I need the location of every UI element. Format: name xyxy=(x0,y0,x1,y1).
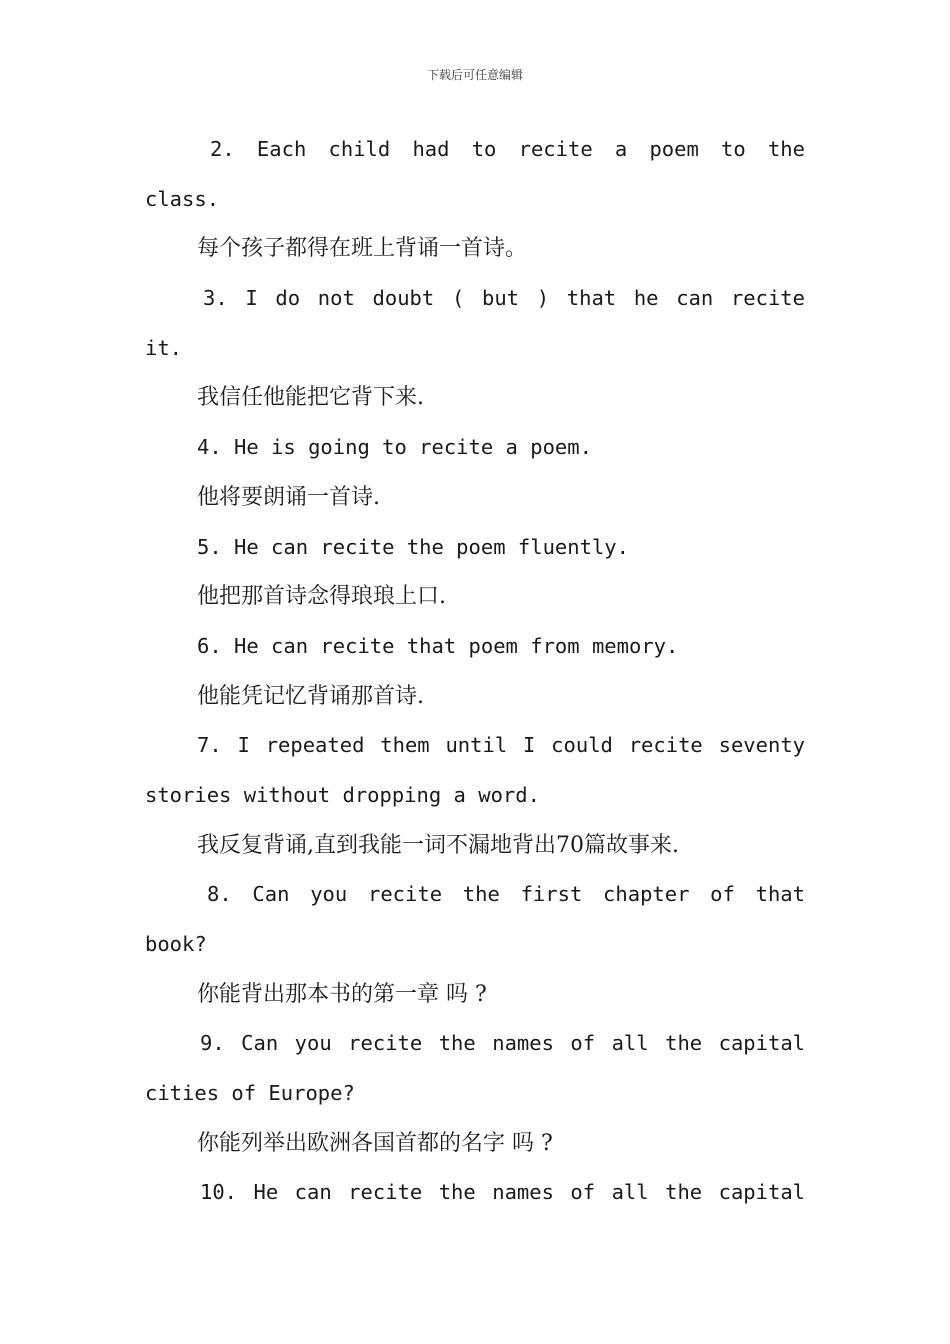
document-body xyxy=(145,125,805,1218)
example-sentence-line: stories without dropping a word. xyxy=(145,782,540,807)
example-sentence-line: 4. He is going to recite a poem. xyxy=(197,435,592,460)
example-sentence-line: cities of Europe? xyxy=(145,1081,355,1106)
translation-line: 他把那首诗念得琅琅上口. xyxy=(197,584,446,610)
translation-line: 每个孩子都得在班上背诵一首诗。 xyxy=(197,236,528,262)
translation-line: 你能背出那本书的第一章 吗 ? xyxy=(197,981,487,1007)
translation-line: 我反复背诵,直到我能一词不漏地背出70篇故事来. xyxy=(197,832,679,858)
example-sentence-line: 9. Can you recite the names of all the capital xyxy=(200,1031,805,1056)
translation-line: 我信任他能把它背下来. xyxy=(197,385,424,411)
translation-line: 你能列举出欧洲各国首都的名字 吗 ? xyxy=(197,1130,553,1156)
example-sentence-line: 2. Each child had to recite a poem to the xyxy=(210,137,805,161)
example-sentence-line: class. xyxy=(145,186,220,211)
translation-line: 他能凭记忆背诵那首诗. xyxy=(197,683,424,709)
example-sentence-line: it. xyxy=(145,335,183,360)
example-sentence-line: 8. Can you recite the first chapter of that xyxy=(207,882,805,907)
example-sentence-line: 6. He can recite that poem from memory. xyxy=(197,633,679,658)
example-sentence-line: 10. He can recite the names of all the capital xyxy=(200,1180,805,1205)
example-sentence-line: 7. I repeated them until I could recite seventy xyxy=(197,733,805,758)
example-sentence-line: book? xyxy=(145,932,207,956)
example-sentence-line: 3. I do not doubt ( but ) that he can recite xyxy=(203,286,805,311)
example-sentence-line: 5. He can recite the poem fluently. xyxy=(197,534,629,559)
page-header: 下载后可任意编辑 xyxy=(426,68,523,82)
translation-line: 他将要朗诵一首诗. xyxy=(197,484,380,510)
